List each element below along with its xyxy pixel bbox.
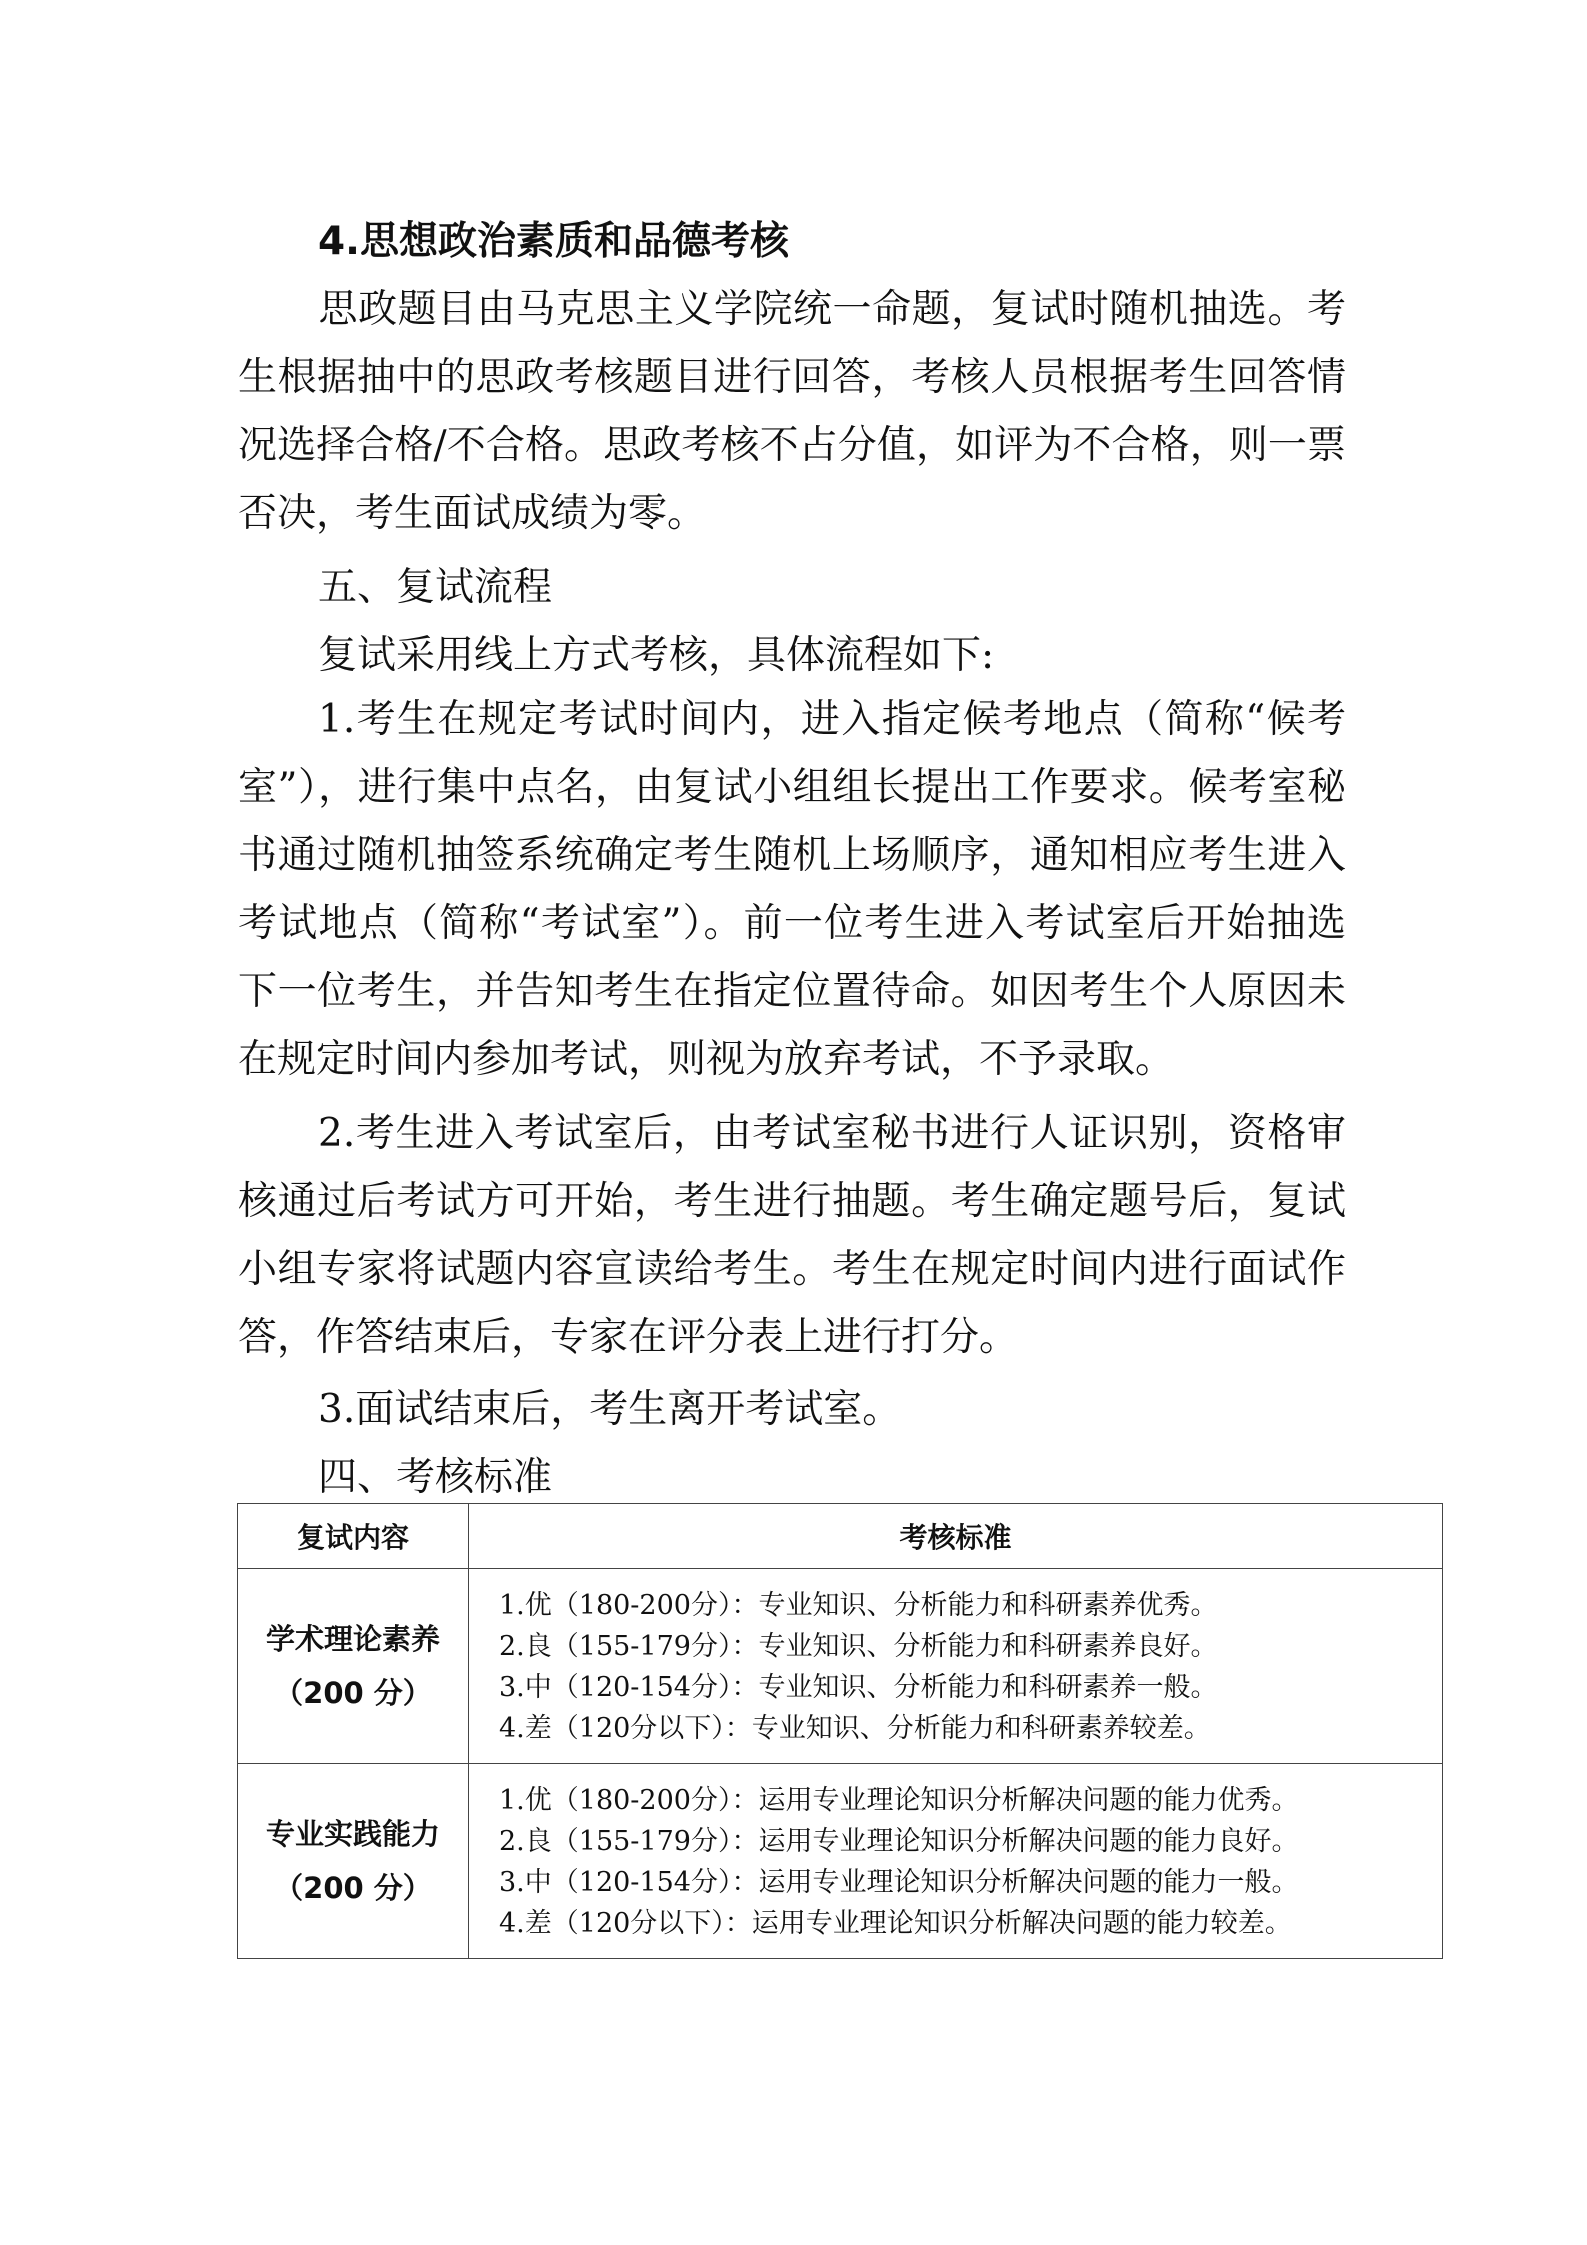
- table-header-criteria: 考核标准: [469, 1504, 1443, 1569]
- process-step-1: [238, 686, 1346, 1094]
- section-heading-criteria: 四、考核标准: [318, 1455, 553, 1500]
- process-step-3: 3.面试结束后，考生离开考试室。: [318, 1387, 902, 1432]
- category-name: 专业实践能力: [265, 1817, 440, 1851]
- criteria-item: 4.差（120分以下）：运用专业理论知识分析解决问题的能力较差。: [499, 1908, 1292, 1939]
- table-row: [238, 1569, 1443, 1764]
- criteria-item: 2.良（155-179分）：运用专业理论知识分析解决问题的能力良好。: [499, 1826, 1299, 1857]
- criteria-item: 3.中（120-154分）：专业知识、分析能力和科研素养一般。: [499, 1672, 1218, 1703]
- paragraph-ideology: [238, 276, 1346, 548]
- criteria-item: 3.中（120-154分）：运用专业理论知识分析解决问题的能力一般。: [499, 1867, 1299, 1898]
- category-points: （200 分）: [274, 1676, 432, 1710]
- criteria-cell: [469, 1764, 1443, 1959]
- criteria-item: 4.差（120分以下）：专业知识、分析能力和科研素养较差。: [499, 1713, 1211, 1744]
- paragraph-ideology-text: 思政题目由马克思主义学院统一命题，复试时随机抽选。考生根据抽中的思政考核题目进行回答，考核人员根据考生回答情况选择合格/不合格。思政考核不占分值，如评为不合格，则一票否决，考生面试成绩为零。: [238, 287, 1346, 536]
- criteria-item: 1.优（180-200分）：专业知识、分析能力和科研素养优秀。: [499, 1590, 1218, 1621]
- process-step-2: [238, 1100, 1346, 1372]
- table-header-row: [238, 1504, 1443, 1569]
- criteria-cell: [469, 1569, 1443, 1764]
- section-heading-ideology: 4.思想政治素质和品德考核: [318, 219, 789, 264]
- process-step-2-text: 2.考生进入考试室后，由考试室秘书进行人证识别，资格审核通过后考试方可开始，考生进行抽题。考生确定题号后，复试小组专家将试题内容宣读给考生。考生在规定时间内进行面试作答，作答结束后，专家在评分表上进行打分。: [238, 1111, 1346, 1360]
- section-heading-process: 五、复试流程: [318, 565, 553, 610]
- table-header-content: 复试内容: [238, 1504, 469, 1569]
- table-row: [238, 1764, 1443, 1959]
- criteria-table: [237, 1503, 1443, 1959]
- category-cell: [238, 1764, 469, 1959]
- category-name: 学术理论素养: [265, 1622, 440, 1656]
- criteria-item: 2.良（155-179分）：专业知识、分析能力和科研素养良好。: [499, 1631, 1218, 1662]
- criteria-item: 1.优（180-200分）：运用专业理论知识分析解决问题的能力优秀。: [499, 1785, 1299, 1816]
- category-points: （200 分）: [274, 1871, 432, 1905]
- category-cell: [238, 1569, 469, 1764]
- process-intro: 复试采用线上方式考核，具体流程如下:: [318, 633, 995, 678]
- process-step-1-text: 1.考生在规定考试时间内，进入指定候考地点（简称“候考室”），进行集中点名，由复试小组组长提出工作要求。候考室秘书通过随机抽签系统确定考生随机上场顺序，通知相应考生进入考试地点（简称“考试室”）。前一位考生进入考试室后开始抽选下一位考生，并告知考生在指定位置待命。如因考生个人原因未在规定时间内参加考试，则视为放弃考试，不予录取。: [238, 697, 1346, 1082]
